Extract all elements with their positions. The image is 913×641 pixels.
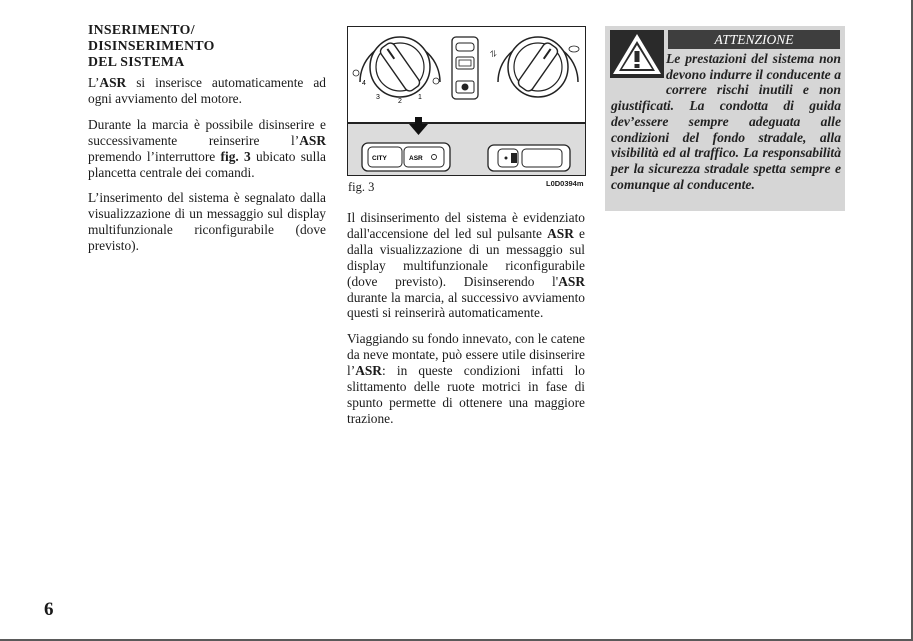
- section-heading: [88, 22, 326, 70]
- column-middle: [347, 210, 585, 437]
- asr-term: ASR: [99, 75, 127, 90]
- warning-title: ATTENZIONE: [668, 30, 840, 49]
- figure-3-illustration: [347, 26, 586, 176]
- paragraph-asr-indication: L’inserimento del sistema è segnalato dalla visualizzazione di un messaggio sul display multifunzionale riconfigurabile (dove previsto).: [88, 190, 326, 254]
- indicator-dot-icon: [505, 157, 508, 160]
- paragraph-asr-disable: Il disinserimento del sistema è evidenziato dall'accensione del led sul pulsante ASR e dalla visualizzazione di un messaggio sul display multifunzionale riconfigurabile (dove previsto). Disinserendo l'ASR durante la marcia, al successivo avviamento questi si reinserirà automaticamente.: [347, 210, 585, 321]
- heading-line-1: INSERIMENTO/: [88, 22, 195, 37]
- paragraph-asr-auto: L’ASR si inserisce automaticamente ad ogni avviamento del motore.: [88, 75, 326, 106]
- knob-number-1: 1: [418, 94, 422, 101]
- heading-line-3: DEL SISTEMA: [88, 54, 185, 69]
- asr-term: ASR: [558, 273, 585, 289]
- asr-label: ASR: [409, 155, 423, 162]
- knob-number-3: 3: [376, 94, 380, 101]
- figure-reference: fig. 3: [220, 148, 251, 164]
- figure-code: L0D0394m: [546, 179, 584, 188]
- recirculation-icon: [462, 84, 469, 91]
- asr-term: ASR: [355, 363, 382, 379]
- column-left: [88, 22, 326, 264]
- asr-term: ASR: [299, 132, 326, 148]
- air-vent-icon: ⥮: [490, 49, 497, 59]
- warning-text: Le prestazioni del sistema non devono indurre il conducente a correre rischi inutili e non giustificati. La condotta di guida dev’essere sempre adeguata alle condizioni del fondo stradale, alla visibilità ed al traffico. La responsabilità per la sicurezza stradale spetta sempre e comunque al conducente.: [611, 51, 841, 192]
- warning-text-block: [611, 51, 841, 192]
- heading-line-2: DISINSERIMENTO: [88, 38, 215, 53]
- center-button-stack: [452, 37, 478, 99]
- figure-caption: fig. 3: [348, 180, 375, 194]
- rear-window-icon: [511, 153, 517, 163]
- warning-box: [605, 26, 845, 211]
- page-number: 6: [44, 599, 54, 620]
- paragraph-asr-toggle: Durante la marcia è possibile disinserire e successivamente reinserire l’ASR premendo l’interruttore fig. 3 ubicato sulla plancetta centrale dei comandi.: [88, 116, 327, 180]
- paragraph-snow-chains: Viaggiando su fondo innevato, con le catene da neve montate, può essere utile disinserire l’ASR: in queste condizioni infatti lo slittamento delle ruote motrici in fase di spunto permette di ottenere una maggiore trazione.: [347, 331, 585, 426]
- knob-number-2: 2: [398, 98, 402, 105]
- city-label: CITY: [372, 155, 387, 162]
- asr-term: ASR: [547, 225, 574, 241]
- knob-number-4: 4: [362, 80, 366, 87]
